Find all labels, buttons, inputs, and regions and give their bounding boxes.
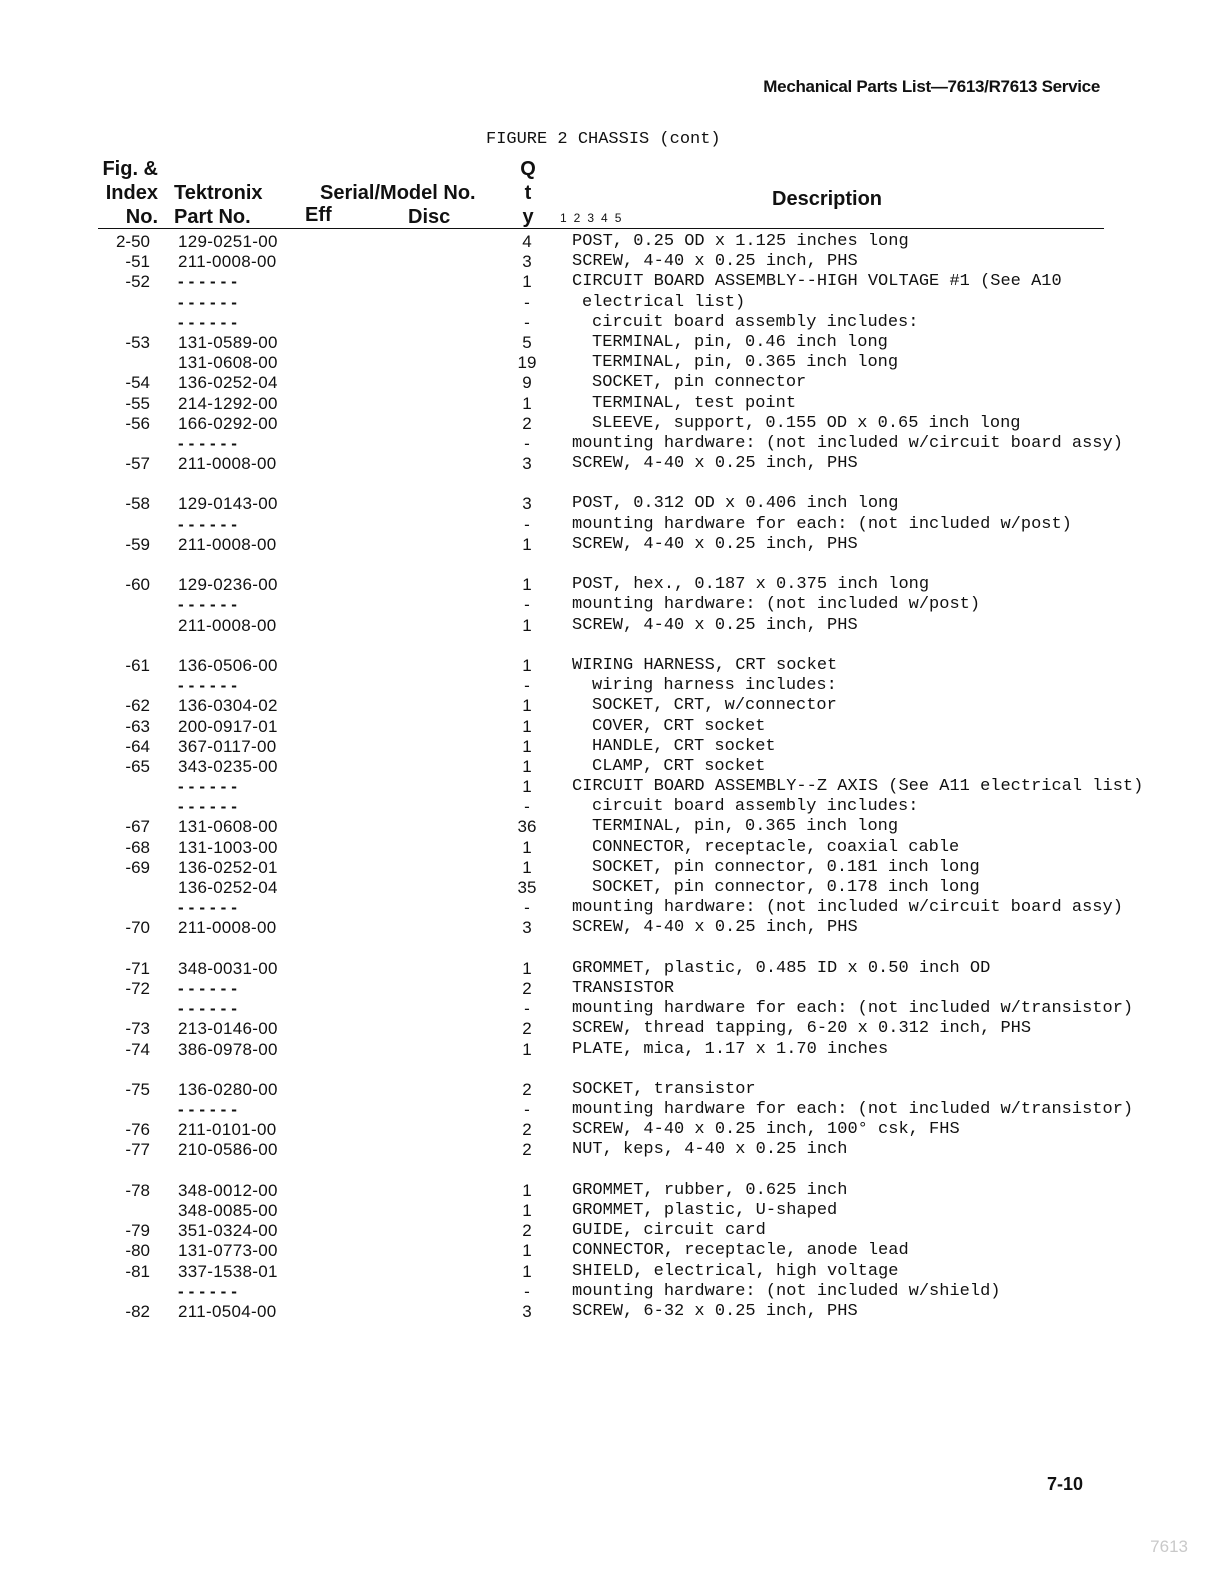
index-no: -75	[125, 1079, 150, 1099]
description: TERMINAL, pin, 0.365 inch long	[592, 353, 899, 373]
part-no: 343-0235-00	[178, 756, 278, 776]
part-no: ------	[178, 292, 242, 312]
col-header-part-line2: Part No.	[174, 206, 251, 228]
parts-row	[0, 1080, 1226, 1100]
part-no: ------	[178, 999, 242, 1019]
part-no: 136-0304-02	[178, 696, 278, 716]
quantity: 35	[517, 878, 537, 897]
parts-row	[0, 1181, 1226, 1201]
quantity: 1	[522, 393, 532, 413]
parts-row	[0, 272, 1226, 292]
col-header-part-no	[174, 181, 263, 229]
quantity: 2	[522, 978, 532, 998]
quantity: 2	[522, 1120, 532, 1140]
col-header-serial: Serial/Model No.	[320, 182, 476, 204]
quantity: 2	[522, 1019, 532, 1039]
description: PLATE, mica, 1.17 x 1.70 inches	[572, 1039, 889, 1059]
quantity: -	[524, 595, 530, 615]
parts-row	[0, 737, 1226, 757]
quantity: 3	[522, 252, 532, 272]
quantity: 1	[522, 1201, 532, 1220]
figure-title: FIGURE 2 CHASSIS (cont)	[486, 130, 721, 149]
part-no: 348-0012-00	[178, 1180, 278, 1200]
part-no: 348-0031-00	[178, 958, 278, 978]
index-no: -52	[125, 272, 150, 292]
quantity: -	[524, 898, 530, 918]
part-no: 129-0251-00	[178, 232, 278, 251]
description: SOCKET, pin connector	[592, 373, 807, 393]
parts-row	[0, 454, 1226, 474]
parts-row	[0, 959, 1226, 979]
index-no: 2-50	[115, 232, 150, 251]
description: SLEEVE, support, 0.155 OD x 0.65 inch long	[592, 413, 1021, 433]
quantity: 36	[517, 817, 537, 837]
parts-row	[0, 878, 1226, 898]
description: POST, 0.312 OD x 0.406 inch long	[572, 494, 899, 514]
parts-row	[0, 414, 1226, 434]
quantity: -	[524, 433, 530, 453]
quantity: 1	[522, 756, 532, 776]
parts-row	[0, 313, 1226, 333]
description: CIRCUIT BOARD ASSEMBLY--Z AXIS (See A11 electrical list)	[572, 777, 1144, 797]
description: GROMMET, plastic, U-shaped	[572, 1201, 838, 1220]
parts-row	[0, 333, 1226, 353]
parts-row	[0, 696, 1226, 716]
quantity: 1	[522, 655, 532, 675]
description: GUIDE, circuit card	[572, 1221, 766, 1241]
quantity: 2	[522, 1079, 532, 1099]
part-no: 200-0917-01	[178, 716, 278, 736]
index-no: -67	[125, 817, 150, 837]
header-rule	[98, 228, 1104, 229]
parts-row	[0, 717, 1226, 737]
part-no: 131-0589-00	[178, 332, 278, 352]
description: CONNECTOR, receptacle, coaxial cable	[592, 837, 960, 857]
part-no: ------	[178, 312, 242, 332]
parts-row	[0, 252, 1226, 272]
index-no: -77	[125, 1140, 150, 1160]
col-header-eff: Eff	[305, 204, 332, 226]
description: mounting hardware for each: (not included w/transistor)	[572, 999, 1134, 1019]
description: COVER, CRT socket	[592, 716, 766, 736]
quantity: 1	[522, 857, 532, 877]
index-no: -65	[125, 756, 150, 776]
part-no: 136-0252-01	[178, 857, 278, 877]
quantity: 2	[522, 1221, 532, 1241]
quantity: -	[524, 676, 530, 696]
quantity: 1	[522, 272, 532, 292]
parts-row	[0, 1241, 1226, 1261]
col-header-part-line1: Tektronix	[174, 182, 263, 204]
parts-row	[0, 535, 1226, 555]
parts-row	[0, 1019, 1226, 1039]
parts-row	[0, 656, 1226, 676]
parts-row	[0, 918, 1226, 938]
quantity: 1	[522, 1261, 532, 1281]
quantity: 3	[522, 918, 532, 938]
quantity: 4	[522, 232, 532, 251]
index-no: -57	[125, 454, 150, 474]
parts-row	[0, 595, 1226, 615]
index-no: -70	[125, 918, 150, 938]
parts-row	[0, 1262, 1226, 1282]
description: CONNECTOR, receptacle, anode lead	[572, 1241, 909, 1261]
description: SCREW, 4-40 x 0.25 inch, PHS	[572, 534, 858, 554]
description: SCREW, thread tapping, 6-20 x 0.312 inch, PHS	[572, 1019, 1032, 1039]
col-header-disc: Disc	[408, 206, 451, 228]
description: SCREW, 4-40 x 0.25 inch, PHS	[572, 252, 858, 272]
part-no: 166-0292-00	[178, 413, 278, 433]
part-no: 131-0608-00	[178, 353, 278, 373]
index-no: -53	[125, 332, 150, 352]
description: mounting hardware: (not included w/shield)	[572, 1281, 1001, 1301]
index-no: -81	[125, 1261, 150, 1281]
parts-row	[0, 616, 1226, 636]
part-no: ------	[178, 1281, 242, 1301]
description: SOCKET, pin connector, 0.178 inch long	[592, 878, 980, 897]
part-no: ------	[178, 797, 242, 817]
description: SCREW, 4-40 x 0.25 inch, PHS	[572, 918, 858, 938]
col-header-qty	[518, 157, 538, 229]
index-no: -63	[125, 716, 150, 736]
index-no: -62	[125, 696, 150, 716]
parts-row	[0, 434, 1226, 454]
parts-row	[0, 1201, 1226, 1221]
index-no: -56	[125, 413, 150, 433]
parts-row	[0, 1140, 1226, 1160]
description: mounting hardware for each: (not included w/transistor)	[572, 1100, 1134, 1120]
quantity: -	[524, 999, 530, 1019]
description: electrical list)	[582, 292, 746, 312]
parts-row	[0, 1100, 1226, 1120]
part-no: 136-0506-00	[178, 655, 278, 675]
description: wiring harness includes:	[592, 676, 837, 696]
quantity: -	[524, 292, 530, 312]
description: WIRING HARNESS, CRT socket	[572, 655, 838, 675]
page-number: 7-10	[1046, 1474, 1083, 1494]
description: POST, 0.25 OD x 1.125 inches long	[572, 232, 909, 251]
part-no: 136-0252-04	[178, 373, 278, 393]
index-no: -54	[125, 373, 150, 393]
index-no: -61	[125, 655, 150, 675]
description: GROMMET, plastic, 0.485 ID x 0.50 inch OD	[572, 958, 991, 978]
index-no: -55	[125, 393, 150, 413]
quantity: 3	[522, 1301, 532, 1321]
quantity: 1	[522, 575, 532, 595]
part-no: 367-0117-00	[178, 736, 277, 756]
part-no: ------	[178, 433, 242, 453]
running-head: Mechanical Parts List—7613/R7613 Service	[763, 77, 1100, 96]
index-no: -68	[125, 837, 150, 857]
part-no: ------	[178, 676, 242, 696]
description: SHIELD, electrical, high voltage	[572, 1261, 899, 1281]
part-no: 129-0143-00	[178, 494, 278, 514]
description: SCREW, 6-32 x 0.25 inch, PHS	[572, 1301, 858, 1321]
quantity: 2	[522, 1140, 532, 1160]
index-no: -59	[125, 534, 150, 554]
index-no: -60	[125, 575, 150, 595]
description: SOCKET, pin connector, 0.181 inch long	[592, 857, 980, 877]
description: CLAMP, CRT socket	[592, 756, 766, 776]
parts-row	[0, 1221, 1226, 1241]
col-header-indent-levels: 12345	[560, 211, 629, 225]
col-header-fig-line1: Fig. &	[102, 158, 158, 180]
quantity: 1	[522, 958, 532, 978]
parts-row	[0, 373, 1226, 393]
part-no: ------	[178, 514, 242, 534]
description: circuit board assembly includes:	[592, 312, 919, 332]
col-header-fig-line3: No.	[125, 206, 158, 228]
parts-row	[0, 777, 1226, 797]
parts-row	[0, 1040, 1226, 1060]
parts-row	[0, 757, 1226, 777]
part-no: 211-0008-00	[178, 615, 277, 635]
parts-row	[0, 232, 1226, 252]
parts-row	[0, 515, 1226, 535]
parts-row	[0, 1302, 1226, 1322]
part-no: ------	[178, 595, 242, 615]
part-no: 348-0085-00	[178, 1201, 278, 1220]
quantity: -	[524, 797, 530, 817]
part-no: ------	[178, 272, 242, 292]
part-no: 351-0324-00	[178, 1221, 278, 1241]
part-no: ------	[178, 777, 242, 797]
index-no: -73	[125, 1019, 150, 1039]
quantity: -	[524, 1281, 530, 1301]
description: TERMINAL, pin, 0.365 inch long	[592, 817, 899, 837]
description: NUT, keps, 4-40 x 0.25 inch	[572, 1140, 848, 1160]
parts-row	[0, 838, 1226, 858]
index-no: -71	[125, 958, 150, 978]
part-no: 211-0504-00	[178, 1301, 277, 1321]
index-no: -82	[125, 1301, 150, 1321]
description: mounting hardware for each: (not included w/post)	[572, 514, 1072, 534]
description: SOCKET, CRT, w/connector	[592, 696, 837, 716]
part-no: 136-0252-04	[178, 878, 278, 897]
part-no: 136-0280-00	[178, 1079, 278, 1099]
part-no: ------	[178, 1100, 242, 1120]
quantity: 1	[522, 837, 532, 857]
quantity: 1	[522, 696, 532, 716]
description: TERMINAL, test point	[592, 393, 797, 413]
parts-row	[0, 676, 1226, 696]
description: POST, hex., 0.187 x 0.375 inch long	[572, 575, 930, 595]
quantity: 5	[522, 332, 532, 352]
parts-row	[0, 999, 1226, 1019]
quantity: -	[524, 312, 530, 332]
part-no: 211-0008-00	[178, 534, 277, 554]
col-header-description: Description	[772, 188, 883, 210]
part-no: ------	[178, 898, 242, 918]
part-no: 213-0146-00	[178, 1019, 278, 1039]
quantity: 1	[522, 736, 532, 756]
index-no: -74	[125, 1039, 150, 1059]
col-header-qty-y: y	[522, 206, 534, 228]
quantity: 3	[522, 494, 532, 514]
quantity: 1	[522, 777, 532, 797]
part-no: 211-0008-00	[178, 918, 277, 938]
quantity: 1	[522, 1039, 532, 1059]
quantity: 3	[522, 454, 532, 474]
index-no: -58	[125, 494, 150, 514]
quantity: -	[524, 514, 530, 534]
description: SCREW, 4-40 x 0.25 inch, PHS	[572, 454, 858, 474]
parts-row	[0, 293, 1226, 313]
quantity: 1	[522, 534, 532, 554]
index-no: -80	[125, 1241, 150, 1261]
part-no: 211-0101-00	[178, 1120, 277, 1140]
part-no: 129-0236-00	[178, 575, 278, 595]
description: mounting hardware: (not included w/circuit board assy)	[572, 898, 1123, 918]
quantity: 1	[522, 1180, 532, 1200]
quantity: 1	[522, 716, 532, 736]
index-no: -76	[125, 1120, 150, 1140]
part-no: 211-0008-00	[178, 454, 277, 474]
index-no: -78	[125, 1180, 150, 1200]
description: GROMMET, rubber, 0.625 inch	[572, 1180, 848, 1200]
part-no: 337-1538-01	[178, 1261, 278, 1281]
quantity: 1	[522, 615, 532, 635]
quantity: 2	[522, 413, 532, 433]
description: SCREW, 4-40 x 0.25 inch, PHS	[572, 615, 858, 635]
parts-row	[0, 353, 1226, 373]
description: TERMINAL, pin, 0.46 inch long	[592, 332, 888, 352]
parts-row	[0, 575, 1226, 595]
description: SOCKET, transistor	[572, 1079, 756, 1099]
col-header-fig-line2: Index	[105, 182, 158, 204]
description: mounting hardware: (not included w/post)	[572, 595, 981, 615]
part-no: 131-0608-00	[178, 817, 278, 837]
model-tag: 7613	[1150, 1537, 1188, 1556]
description: circuit board assembly includes:	[592, 797, 919, 817]
parts-row	[0, 1282, 1226, 1302]
col-header-fig-index	[98, 157, 158, 229]
index-no: -64	[125, 736, 150, 756]
col-header-qty-t: t	[524, 182, 532, 204]
part-no: 131-1003-00	[178, 837, 278, 857]
col-header-qty-q: Q	[520, 158, 536, 180]
description: mounting hardware: (not included w/circuit board assy)	[572, 433, 1123, 453]
parts-row	[0, 979, 1226, 999]
part-no: 211-0008-00	[178, 252, 277, 272]
part-no: 131-0773-00	[178, 1241, 278, 1261]
quantity: 1	[522, 1241, 532, 1261]
parts-row	[0, 394, 1226, 414]
part-no: 386-0978-00	[178, 1039, 278, 1059]
parts-row	[0, 858, 1226, 878]
index-no: -69	[125, 857, 150, 877]
index-no: -72	[125, 978, 150, 998]
quantity: -	[524, 1100, 530, 1120]
part-no: ------	[178, 978, 242, 998]
description: HANDLE, CRT socket	[592, 736, 776, 756]
parts-row	[0, 898, 1226, 918]
parts-row	[0, 1120, 1226, 1140]
parts-row	[0, 797, 1226, 817]
quantity: 9	[522, 373, 532, 393]
description: SCREW, 4-40 x 0.25 inch, 100° csk, FHS	[572, 1120, 960, 1140]
parts-row	[0, 494, 1226, 514]
parts-list	[0, 232, 1226, 1322]
quantity: 19	[517, 353, 537, 373]
part-no: 210-0586-00	[178, 1140, 278, 1160]
index-no: -79	[125, 1221, 150, 1241]
parts-row	[0, 817, 1226, 837]
index-no: -51	[125, 252, 150, 272]
part-no: 214-1292-00	[178, 393, 278, 413]
description: CIRCUIT BOARD ASSEMBLY--HIGH VOLTAGE #1 (See A10	[572, 272, 1062, 292]
description: TRANSISTOR	[572, 978, 675, 998]
